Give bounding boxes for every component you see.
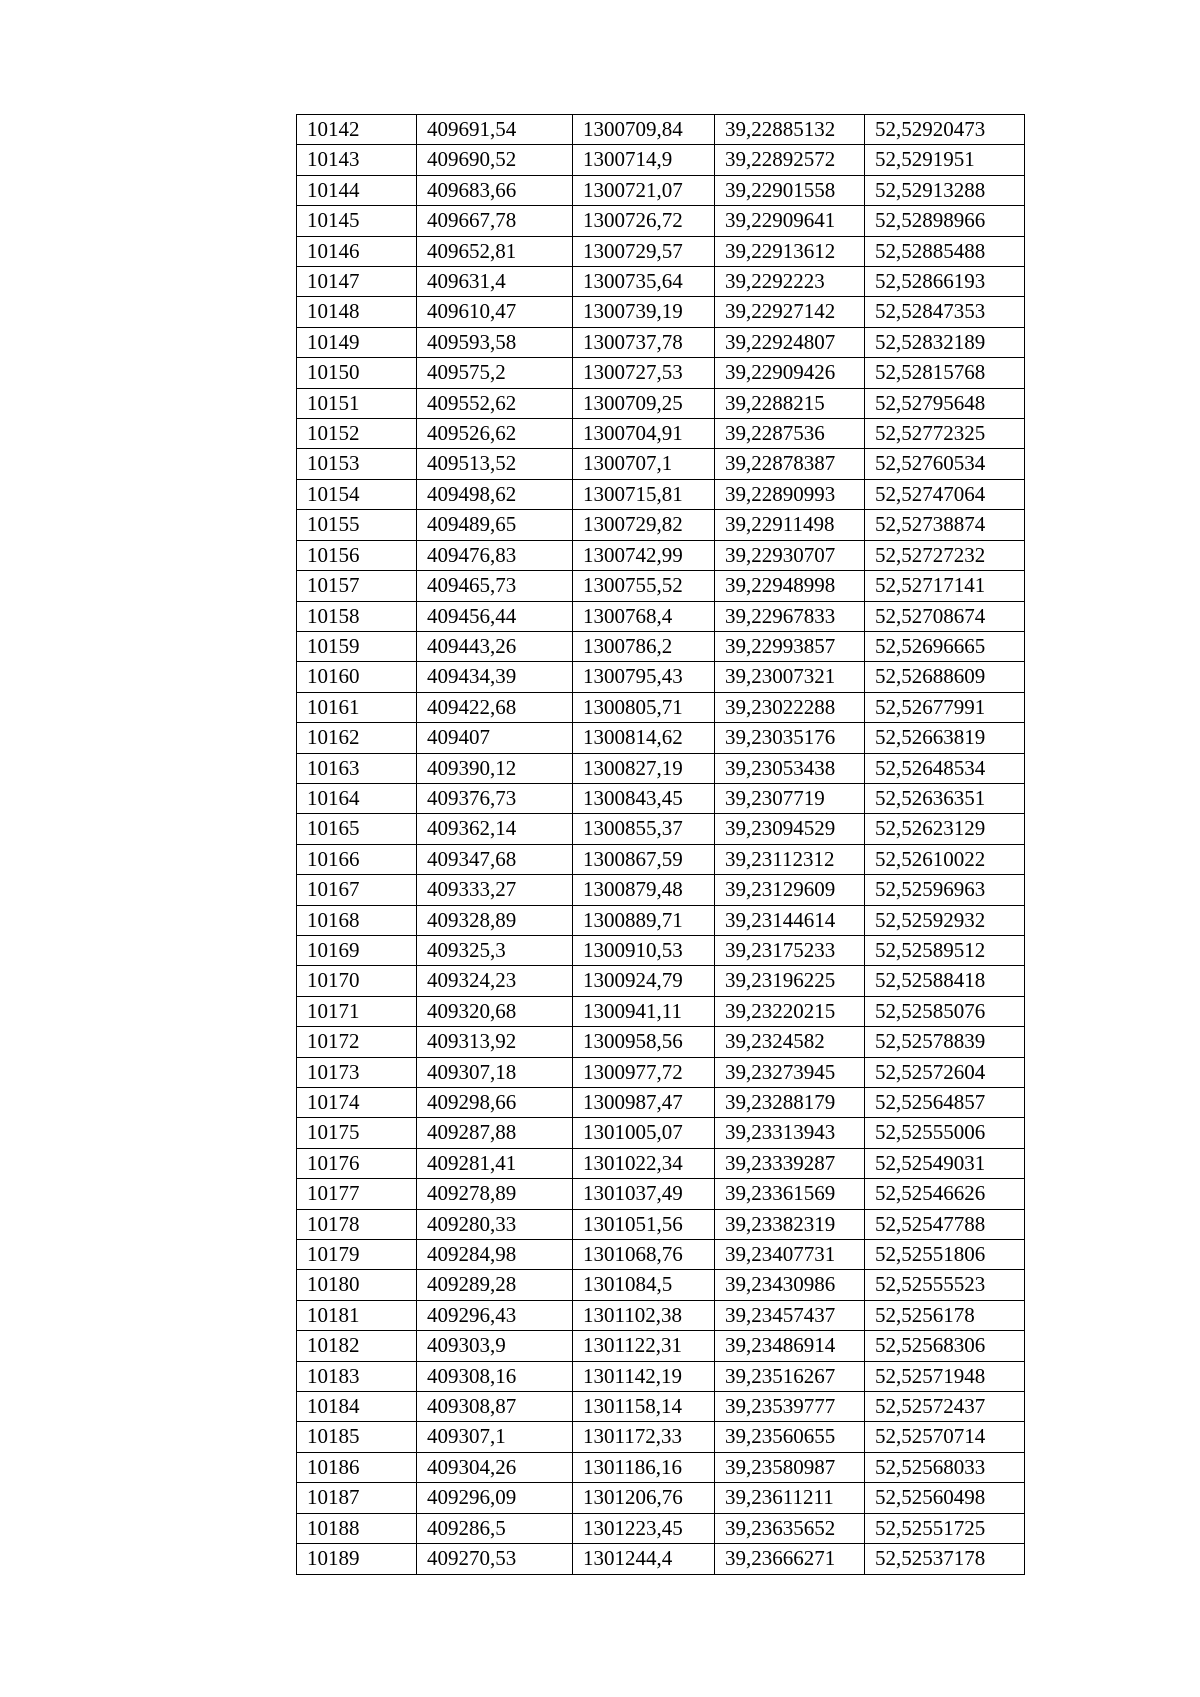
point-id-cell: 10160 bbox=[297, 662, 417, 692]
x-coordinate-cell: 409443,26 bbox=[417, 631, 573, 661]
table-row bbox=[297, 1088, 1025, 1118]
table-row bbox=[297, 267, 1025, 297]
y-coordinate-cell: 1300709,25 bbox=[573, 388, 715, 418]
table-row bbox=[297, 1240, 1025, 1270]
x-coordinate-cell: 409422,68 bbox=[417, 692, 573, 722]
y-coordinate-cell: 1300795,43 bbox=[573, 662, 715, 692]
longitude-cell: 39,23273945 bbox=[715, 1057, 865, 1087]
longitude-cell: 39,23407731 bbox=[715, 1240, 865, 1270]
table-row bbox=[297, 175, 1025, 205]
longitude-cell: 39,22911498 bbox=[715, 510, 865, 540]
table-row bbox=[297, 662, 1025, 692]
table-row bbox=[297, 1209, 1025, 1239]
point-id-cell: 10184 bbox=[297, 1392, 417, 1422]
latitude-cell: 52,52572604 bbox=[865, 1057, 1025, 1087]
longitude-cell: 39,2292223 bbox=[715, 267, 865, 297]
table-row bbox=[297, 145, 1025, 175]
x-coordinate-cell: 409333,27 bbox=[417, 875, 573, 905]
latitude-cell: 52,52688609 bbox=[865, 662, 1025, 692]
point-id-cell: 10163 bbox=[297, 753, 417, 783]
point-id-cell: 10166 bbox=[297, 844, 417, 874]
point-id-cell: 10189 bbox=[297, 1544, 417, 1574]
table-row bbox=[297, 1513, 1025, 1543]
y-coordinate-cell: 1300941,11 bbox=[573, 996, 715, 1026]
table-row bbox=[297, 1179, 1025, 1209]
longitude-cell: 39,22909641 bbox=[715, 206, 865, 236]
x-coordinate-cell: 409498,62 bbox=[417, 479, 573, 509]
table-row bbox=[297, 1118, 1025, 1148]
point-id-cell: 10186 bbox=[297, 1452, 417, 1482]
y-coordinate-cell: 1300735,64 bbox=[573, 267, 715, 297]
table-row bbox=[297, 753, 1025, 783]
y-coordinate-cell: 1300704,91 bbox=[573, 419, 715, 449]
longitude-cell: 39,23112312 bbox=[715, 844, 865, 874]
latitude-cell: 52,52585076 bbox=[865, 996, 1025, 1026]
y-coordinate-cell: 1300755,52 bbox=[573, 571, 715, 601]
table-row bbox=[297, 1148, 1025, 1178]
longitude-cell: 39,23666271 bbox=[715, 1544, 865, 1574]
point-id-cell: 10145 bbox=[297, 206, 417, 236]
point-id-cell: 10154 bbox=[297, 479, 417, 509]
point-id-cell: 10146 bbox=[297, 236, 417, 266]
x-coordinate-cell: 409390,12 bbox=[417, 753, 573, 783]
y-coordinate-cell: 1300910,53 bbox=[573, 935, 715, 965]
longitude-cell: 39,22924807 bbox=[715, 327, 865, 357]
latitude-cell: 52,52610022 bbox=[865, 844, 1025, 874]
x-coordinate-cell: 409407 bbox=[417, 723, 573, 753]
latitude-cell: 52,52537178 bbox=[865, 1544, 1025, 1574]
table-row bbox=[297, 1544, 1025, 1574]
y-coordinate-cell: 1300742,99 bbox=[573, 540, 715, 570]
table-row bbox=[297, 1361, 1025, 1391]
coordinate-table bbox=[296, 114, 1025, 1575]
x-coordinate-cell: 409287,88 bbox=[417, 1118, 573, 1148]
y-coordinate-cell: 1301206,76 bbox=[573, 1483, 715, 1513]
table-row bbox=[297, 966, 1025, 996]
x-coordinate-cell: 409304,26 bbox=[417, 1452, 573, 1482]
x-coordinate-cell: 409691,54 bbox=[417, 115, 573, 145]
y-coordinate-cell: 1301172,33 bbox=[573, 1422, 715, 1452]
x-coordinate-cell: 409286,5 bbox=[417, 1513, 573, 1543]
longitude-cell: 39,22909426 bbox=[715, 358, 865, 388]
latitude-cell: 52,52547788 bbox=[865, 1209, 1025, 1239]
table-row bbox=[297, 327, 1025, 357]
y-coordinate-cell: 1301122,31 bbox=[573, 1331, 715, 1361]
y-coordinate-cell: 1300721,07 bbox=[573, 175, 715, 205]
latitude-cell: 52,52760534 bbox=[865, 449, 1025, 479]
x-coordinate-cell: 409289,28 bbox=[417, 1270, 573, 1300]
x-coordinate-cell: 409308,16 bbox=[417, 1361, 573, 1391]
point-id-cell: 10144 bbox=[297, 175, 417, 205]
x-coordinate-cell: 409281,41 bbox=[417, 1148, 573, 1178]
latitude-cell: 52,52551725 bbox=[865, 1513, 1025, 1543]
longitude-cell: 39,23053438 bbox=[715, 753, 865, 783]
longitude-cell: 39,23611211 bbox=[715, 1483, 865, 1513]
table-row bbox=[297, 935, 1025, 965]
latitude-cell: 52,52696665 bbox=[865, 631, 1025, 661]
x-coordinate-cell: 409667,78 bbox=[417, 206, 573, 236]
longitude-cell: 39,22927142 bbox=[715, 297, 865, 327]
y-coordinate-cell: 1300924,79 bbox=[573, 966, 715, 996]
x-coordinate-cell: 409631,4 bbox=[417, 267, 573, 297]
y-coordinate-cell: 1300977,72 bbox=[573, 1057, 715, 1087]
point-id-cell: 10168 bbox=[297, 905, 417, 935]
table-row bbox=[297, 449, 1025, 479]
latitude-cell: 52,52564857 bbox=[865, 1088, 1025, 1118]
y-coordinate-cell: 1300714,9 bbox=[573, 145, 715, 175]
latitude-cell: 52,52623129 bbox=[865, 814, 1025, 844]
longitude-cell: 39,23007321 bbox=[715, 662, 865, 692]
latitude-cell: 52,52636351 bbox=[865, 783, 1025, 813]
latitude-cell: 52,52708674 bbox=[865, 601, 1025, 631]
longitude-cell: 39,23361569 bbox=[715, 1179, 865, 1209]
longitude-cell: 39,22913612 bbox=[715, 236, 865, 266]
y-coordinate-cell: 1301005,07 bbox=[573, 1118, 715, 1148]
x-coordinate-cell: 409324,23 bbox=[417, 966, 573, 996]
y-coordinate-cell: 1300726,72 bbox=[573, 206, 715, 236]
point-id-cell: 10151 bbox=[297, 388, 417, 418]
longitude-cell: 39,22878387 bbox=[715, 449, 865, 479]
table-row bbox=[297, 479, 1025, 509]
x-coordinate-cell: 409347,68 bbox=[417, 844, 573, 874]
latitude-cell: 52,52898966 bbox=[865, 206, 1025, 236]
longitude-cell: 39,23220215 bbox=[715, 996, 865, 1026]
y-coordinate-cell: 1300958,56 bbox=[573, 1027, 715, 1057]
point-id-cell: 10181 bbox=[297, 1300, 417, 1330]
table-row bbox=[297, 1270, 1025, 1300]
point-id-cell: 10156 bbox=[297, 540, 417, 570]
point-id-cell: 10170 bbox=[297, 966, 417, 996]
longitude-cell: 39,23196225 bbox=[715, 966, 865, 996]
point-id-cell: 10153 bbox=[297, 449, 417, 479]
longitude-cell: 39,23313943 bbox=[715, 1118, 865, 1148]
latitude-cell: 52,52555523 bbox=[865, 1270, 1025, 1300]
table-row bbox=[297, 723, 1025, 753]
longitude-cell: 39,23486914 bbox=[715, 1331, 865, 1361]
latitude-cell: 52,52663819 bbox=[865, 723, 1025, 753]
table-row bbox=[297, 783, 1025, 813]
y-coordinate-cell: 1301102,38 bbox=[573, 1300, 715, 1330]
y-coordinate-cell: 1300729,82 bbox=[573, 510, 715, 540]
latitude-cell: 52,52546626 bbox=[865, 1179, 1025, 1209]
y-coordinate-cell: 1301051,56 bbox=[573, 1209, 715, 1239]
latitude-cell: 52,52572437 bbox=[865, 1392, 1025, 1422]
longitude-cell: 39,23144614 bbox=[715, 905, 865, 935]
x-coordinate-cell: 409308,87 bbox=[417, 1392, 573, 1422]
y-coordinate-cell: 1300889,71 bbox=[573, 905, 715, 935]
y-coordinate-cell: 1300814,62 bbox=[573, 723, 715, 753]
point-id-cell: 10187 bbox=[297, 1483, 417, 1513]
latitude-cell: 52,52832189 bbox=[865, 327, 1025, 357]
table-row bbox=[297, 297, 1025, 327]
table-row bbox=[297, 875, 1025, 905]
table-row bbox=[297, 206, 1025, 236]
longitude-cell: 39,23339287 bbox=[715, 1148, 865, 1178]
longitude-cell: 39,2287536 bbox=[715, 419, 865, 449]
latitude-cell: 52,52772325 bbox=[865, 419, 1025, 449]
latitude-cell: 52,52648534 bbox=[865, 753, 1025, 783]
longitude-cell: 39,23539777 bbox=[715, 1392, 865, 1422]
longitude-cell: 39,23288179 bbox=[715, 1088, 865, 1118]
x-coordinate-cell: 409303,9 bbox=[417, 1331, 573, 1361]
longitude-cell: 39,23516267 bbox=[715, 1361, 865, 1391]
latitude-cell: 52,52913288 bbox=[865, 175, 1025, 205]
longitude-cell: 39,23635652 bbox=[715, 1513, 865, 1543]
point-id-cell: 10172 bbox=[297, 1027, 417, 1057]
x-coordinate-cell: 409270,53 bbox=[417, 1544, 573, 1574]
longitude-cell: 39,22890993 bbox=[715, 479, 865, 509]
longitude-cell: 39,23129609 bbox=[715, 875, 865, 905]
table-row bbox=[297, 358, 1025, 388]
table-row bbox=[297, 814, 1025, 844]
point-id-cell: 10162 bbox=[297, 723, 417, 753]
latitude-cell: 52,52560498 bbox=[865, 1483, 1025, 1513]
longitude-cell: 39,23094529 bbox=[715, 814, 865, 844]
point-id-cell: 10178 bbox=[297, 1209, 417, 1239]
table-row bbox=[297, 1057, 1025, 1087]
x-coordinate-cell: 409690,52 bbox=[417, 145, 573, 175]
table-row bbox=[297, 115, 1025, 145]
point-id-cell: 10147 bbox=[297, 267, 417, 297]
point-id-cell: 10179 bbox=[297, 1240, 417, 1270]
longitude-cell: 39,23560655 bbox=[715, 1422, 865, 1452]
x-coordinate-cell: 409652,81 bbox=[417, 236, 573, 266]
x-coordinate-cell: 409575,2 bbox=[417, 358, 573, 388]
latitude-cell: 52,52717141 bbox=[865, 571, 1025, 601]
latitude-cell: 52,52549031 bbox=[865, 1148, 1025, 1178]
x-coordinate-cell: 409513,52 bbox=[417, 449, 573, 479]
point-id-cell: 10161 bbox=[297, 692, 417, 722]
point-id-cell: 10171 bbox=[297, 996, 417, 1026]
table-row bbox=[297, 1027, 1025, 1057]
latitude-cell: 52,52847353 bbox=[865, 297, 1025, 327]
y-coordinate-cell: 1301186,16 bbox=[573, 1452, 715, 1482]
longitude-cell: 39,22967833 bbox=[715, 601, 865, 631]
x-coordinate-cell: 409476,83 bbox=[417, 540, 573, 570]
latitude-cell: 52,52677991 bbox=[865, 692, 1025, 722]
point-id-cell: 10169 bbox=[297, 935, 417, 965]
y-coordinate-cell: 1301223,45 bbox=[573, 1513, 715, 1543]
table-row bbox=[297, 1422, 1025, 1452]
latitude-cell: 52,52570714 bbox=[865, 1422, 1025, 1452]
y-coordinate-cell: 1301158,14 bbox=[573, 1392, 715, 1422]
latitude-cell: 52,52571948 bbox=[865, 1361, 1025, 1391]
table-row bbox=[297, 601, 1025, 631]
table-row bbox=[297, 510, 1025, 540]
latitude-cell: 52,52747064 bbox=[865, 479, 1025, 509]
latitude-cell: 52,52885488 bbox=[865, 236, 1025, 266]
x-coordinate-cell: 409296,43 bbox=[417, 1300, 573, 1330]
longitude-cell: 39,2307719 bbox=[715, 783, 865, 813]
x-coordinate-cell: 409526,62 bbox=[417, 419, 573, 449]
point-id-cell: 10165 bbox=[297, 814, 417, 844]
y-coordinate-cell: 1300715,81 bbox=[573, 479, 715, 509]
point-id-cell: 10148 bbox=[297, 297, 417, 327]
longitude-cell: 39,22930707 bbox=[715, 540, 865, 570]
point-id-cell: 10159 bbox=[297, 631, 417, 661]
point-id-cell: 10176 bbox=[297, 1148, 417, 1178]
longitude-cell: 39,23035176 bbox=[715, 723, 865, 753]
y-coordinate-cell: 1301022,34 bbox=[573, 1148, 715, 1178]
x-coordinate-cell: 409683,66 bbox=[417, 175, 573, 205]
point-id-cell: 10150 bbox=[297, 358, 417, 388]
x-coordinate-cell: 409278,89 bbox=[417, 1179, 573, 1209]
point-id-cell: 10149 bbox=[297, 327, 417, 357]
point-id-cell: 10182 bbox=[297, 1331, 417, 1361]
point-id-cell: 10173 bbox=[297, 1057, 417, 1087]
latitude-cell: 52,52592932 bbox=[865, 905, 1025, 935]
longitude-cell: 39,22993857 bbox=[715, 631, 865, 661]
table-row bbox=[297, 419, 1025, 449]
y-coordinate-cell: 1301084,5 bbox=[573, 1270, 715, 1300]
latitude-cell: 52,52795648 bbox=[865, 388, 1025, 418]
table-row bbox=[297, 236, 1025, 266]
y-coordinate-cell: 1300768,4 bbox=[573, 601, 715, 631]
latitude-cell: 52,52568306 bbox=[865, 1331, 1025, 1361]
y-coordinate-cell: 1301068,76 bbox=[573, 1240, 715, 1270]
point-id-cell: 10175 bbox=[297, 1118, 417, 1148]
y-coordinate-cell: 1300737,78 bbox=[573, 327, 715, 357]
y-coordinate-cell: 1301244,4 bbox=[573, 1544, 715, 1574]
table-row bbox=[297, 1483, 1025, 1513]
latitude-cell: 52,52866193 bbox=[865, 267, 1025, 297]
x-coordinate-cell: 409434,39 bbox=[417, 662, 573, 692]
x-coordinate-cell: 409298,66 bbox=[417, 1088, 573, 1118]
point-id-cell: 10177 bbox=[297, 1179, 417, 1209]
point-id-cell: 10143 bbox=[297, 145, 417, 175]
table-row bbox=[297, 388, 1025, 418]
latitude-cell: 52,52738874 bbox=[865, 510, 1025, 540]
longitude-cell: 39,23430986 bbox=[715, 1270, 865, 1300]
x-coordinate-cell: 409362,14 bbox=[417, 814, 573, 844]
point-id-cell: 10152 bbox=[297, 419, 417, 449]
point-id-cell: 10188 bbox=[297, 1513, 417, 1543]
latitude-cell: 52,5256178 bbox=[865, 1300, 1025, 1330]
latitude-cell: 52,52815768 bbox=[865, 358, 1025, 388]
point-id-cell: 10157 bbox=[297, 571, 417, 601]
y-coordinate-cell: 1300727,53 bbox=[573, 358, 715, 388]
longitude-cell: 39,23022288 bbox=[715, 692, 865, 722]
longitude-cell: 39,2288215 bbox=[715, 388, 865, 418]
longitude-cell: 39,23175233 bbox=[715, 935, 865, 965]
y-coordinate-cell: 1300843,45 bbox=[573, 783, 715, 813]
x-coordinate-cell: 409552,62 bbox=[417, 388, 573, 418]
longitude-cell: 39,23580987 bbox=[715, 1452, 865, 1482]
y-coordinate-cell: 1301037,49 bbox=[573, 1179, 715, 1209]
y-coordinate-cell: 1300855,37 bbox=[573, 814, 715, 844]
latitude-cell: 52,52568033 bbox=[865, 1452, 1025, 1482]
x-coordinate-cell: 409296,09 bbox=[417, 1483, 573, 1513]
point-id-cell: 10164 bbox=[297, 783, 417, 813]
longitude-cell: 39,23457437 bbox=[715, 1300, 865, 1330]
x-coordinate-cell: 409489,65 bbox=[417, 510, 573, 540]
table-row bbox=[297, 996, 1025, 1026]
latitude-cell: 52,52596963 bbox=[865, 875, 1025, 905]
table-row bbox=[297, 844, 1025, 874]
latitude-cell: 52,5291951 bbox=[865, 145, 1025, 175]
point-id-cell: 10180 bbox=[297, 1270, 417, 1300]
y-coordinate-cell: 1300805,71 bbox=[573, 692, 715, 722]
latitude-cell: 52,52555006 bbox=[865, 1118, 1025, 1148]
point-id-cell: 10142 bbox=[297, 115, 417, 145]
table-row bbox=[297, 1392, 1025, 1422]
y-coordinate-cell: 1300867,59 bbox=[573, 844, 715, 874]
coordinate-table-body bbox=[297, 115, 1025, 1575]
y-coordinate-cell: 1300729,57 bbox=[573, 236, 715, 266]
x-coordinate-cell: 409593,58 bbox=[417, 327, 573, 357]
longitude-cell: 39,22892572 bbox=[715, 145, 865, 175]
latitude-cell: 52,52578839 bbox=[865, 1027, 1025, 1057]
point-id-cell: 10185 bbox=[297, 1422, 417, 1452]
point-id-cell: 10155 bbox=[297, 510, 417, 540]
x-coordinate-cell: 409320,68 bbox=[417, 996, 573, 1026]
y-coordinate-cell: 1300707,1 bbox=[573, 449, 715, 479]
table-row bbox=[297, 571, 1025, 601]
latitude-cell: 52,52920473 bbox=[865, 115, 1025, 145]
table-row bbox=[297, 631, 1025, 661]
point-id-cell: 10167 bbox=[297, 875, 417, 905]
x-coordinate-cell: 409465,73 bbox=[417, 571, 573, 601]
x-coordinate-cell: 409328,89 bbox=[417, 905, 573, 935]
x-coordinate-cell: 409376,73 bbox=[417, 783, 573, 813]
x-coordinate-cell: 409280,33 bbox=[417, 1209, 573, 1239]
latitude-cell: 52,52589512 bbox=[865, 935, 1025, 965]
y-coordinate-cell: 1300879,48 bbox=[573, 875, 715, 905]
table-row bbox=[297, 692, 1025, 722]
x-coordinate-cell: 409307,18 bbox=[417, 1057, 573, 1087]
table-row bbox=[297, 1331, 1025, 1361]
x-coordinate-cell: 409325,3 bbox=[417, 935, 573, 965]
point-id-cell: 10183 bbox=[297, 1361, 417, 1391]
table-row bbox=[297, 905, 1025, 935]
latitude-cell: 52,52551806 bbox=[865, 1240, 1025, 1270]
y-coordinate-cell: 1300709,84 bbox=[573, 115, 715, 145]
longitude-cell: 39,22901558 bbox=[715, 175, 865, 205]
longitude-cell: 39,2324582 bbox=[715, 1027, 865, 1057]
y-coordinate-cell: 1300739,19 bbox=[573, 297, 715, 327]
table-row bbox=[297, 540, 1025, 570]
table-row bbox=[297, 1452, 1025, 1482]
y-coordinate-cell: 1300786,2 bbox=[573, 631, 715, 661]
x-coordinate-cell: 409284,98 bbox=[417, 1240, 573, 1270]
point-id-cell: 10174 bbox=[297, 1088, 417, 1118]
longitude-cell: 39,23382319 bbox=[715, 1209, 865, 1239]
x-coordinate-cell: 409313,92 bbox=[417, 1027, 573, 1057]
y-coordinate-cell: 1301142,19 bbox=[573, 1361, 715, 1391]
latitude-cell: 52,52588418 bbox=[865, 966, 1025, 996]
longitude-cell: 39,22885132 bbox=[715, 115, 865, 145]
latitude-cell: 52,52727232 bbox=[865, 540, 1025, 570]
longitude-cell: 39,22948998 bbox=[715, 571, 865, 601]
table-row bbox=[297, 1300, 1025, 1330]
y-coordinate-cell: 1300987,47 bbox=[573, 1088, 715, 1118]
y-coordinate-cell: 1300827,19 bbox=[573, 753, 715, 783]
point-id-cell: 10158 bbox=[297, 601, 417, 631]
x-coordinate-cell: 409307,1 bbox=[417, 1422, 573, 1452]
x-coordinate-cell: 409610,47 bbox=[417, 297, 573, 327]
x-coordinate-cell: 409456,44 bbox=[417, 601, 573, 631]
